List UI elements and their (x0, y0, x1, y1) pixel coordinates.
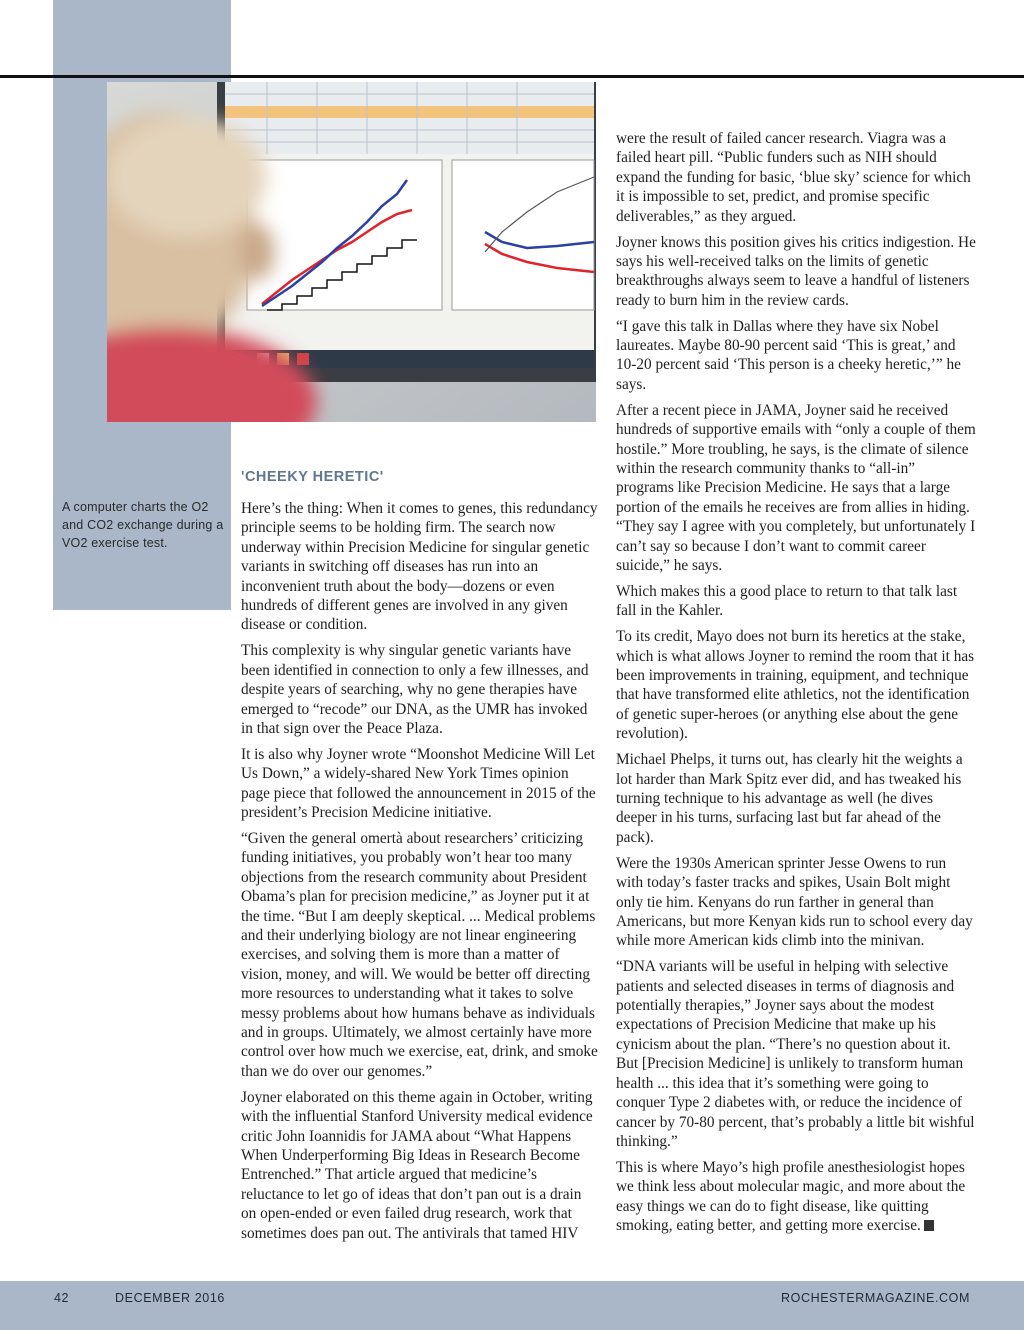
website-link[interactable]: ROCHESTERMAGAZINE.COM (781, 1291, 970, 1305)
paragraph: Here’s the thing: When it comes to genes, this redundancy principle seems to be holding firm. The search now underway within Precision Medicine for singular genetic variants in switching off diseases has run into an inconvenient truth about the body—dozens or even hundreds of different genes are involved in any given disease or condition. (241, 500, 598, 634)
page-footer (0, 1281, 1024, 1330)
paragraph: To its credit, Mayo does not burn its heretics at the stake, which is what allows Joyner to remind the room that it has been improvements in training, equipment, and technique that have transformed elite athletics, not the identification of genetic super-heroes (or anything else about the gene revolution). (616, 628, 975, 743)
photo-caption: A computer charts the O2 and CO2 exchange during a VO2 exercise test. (62, 500, 224, 550)
paragraph: This complexity is why singular genetic variants have been identified in connection to only a few illnesses, and despite years of searching, why no gene therapies have emerged to “recode” our DNA, as the UMR has invoked in that sign over the Peace Plaza. (241, 642, 589, 737)
paragraph: “I gave this talk in Dallas where they have six Nobel laureates. Maybe 80-90 percent said ‘This is great,’ and 10-20 percent said ‘This person is a cheeky heretic,’” he says. (616, 317, 961, 393)
paragraph: Michael Phelps, it turns out, has clearly hit the weights a lot harder than Mark Spitz ever did, and has tweaked his turning technique to his advantage as well (he dives deeper in his turns, surfacing last but far ahead of the pack). (616, 751, 963, 846)
paragraph: Joyner knows this position gives his critics indigestion. He says his well-received talks on the limits of genetic breakthroughs always seem to leave a handful of listeners ready to burn him in the review cards. (616, 233, 976, 309)
paragraph: “Given the general omertà about researchers’ criticizing funding initiatives, you probably won’t hear too many objections from the research community about President Obama’s plan for precision medicine,” as Joyner put it at the time. “But I am deeply skeptical. ... Medical problems and their underlying biology are not linear engineering exercises, and solving them is more than a matter of vision, money, and will. We would be better off directing more resources to understanding what it takes to solve messy problems about how humans behave as individuals and in groups. Ultimately, we almost certainly have more control over how much we exercise, eat, drink, and smoke than we do over our genomes.” (241, 830, 598, 1080)
paragraph: Were the 1930s American sprinter Jesse Owens to run with today’s faster tracks and spikes, Usain Bolt might only tie him. Kenyans do run farther in general than Americans, but more Kenyan kids run to school every day while more American kids climb into the minivan. (616, 854, 973, 950)
article-column-right (616, 129, 976, 1242)
paragraph-text: This is where Mayo’s high profile anesthesiologist hopes we think less about molecular magic, and more about the easy things we can do to fight disease, like quitting smoking, eating better, and getting more exercise. (616, 1158, 966, 1235)
paragraph: After a recent piece in JAMA, Joyner said he received hundreds of supportive emails with “only a couple of them hostile.” More troubling, he says, is the climate of silence within the research community thanks to “all-in” programs like Precision Medicine. He says that a large portion of the emails he receives are from allies in hiding. “They say I agree with you completely, but unfortunately I can’t say so because I don’t want to commit career suicide,” he says. (616, 401, 976, 575)
article-column-middle (241, 499, 599, 1250)
paragraph-last (616, 1158, 976, 1236)
article-photo (107, 82, 596, 422)
issue-date: DECEMBER 2016 (115, 1291, 225, 1305)
photo-icon (107, 82, 596, 422)
paragraph: Joyner elaborated on this theme again in October, writing with the influential Stanford University medical evidence critic John Ioannidis for JAMA about “What Happens When Underperforming Big Ideas in Research Become Entrenched.” That article argued that medicine’s reluctance to let go of ideas that don’t pan out is a drain on open-ended or even failed drug research, work that sometimes does pan out. The antivirals that tamed HIV (241, 1088, 593, 1242)
section-heading: 'CHEEKY HERETIC' (241, 469, 384, 485)
paragraph: were the result of failed cancer research. Viagra was a failed heart pill. “Public funders such as NIH should expand the funding for basic, ‘blue sky’ science for which it is impossible to set, predict, and promise specific deliverables,” as they argued. (616, 130, 971, 225)
end-mark-icon (924, 1220, 934, 1231)
paragraph: Which makes this a good place to return to that talk last fall in the Kahler. (616, 582, 958, 620)
page-number: 42 (54, 1291, 70, 1305)
paragraph: It is also why Joyner wrote “Moonshot Medicine Will Let Us Down,” a widely-shared New York Times opinion page piece that followed the announcement in 2015 of the president’s Precision Medicine initiative. (241, 745, 596, 822)
paragraph: “DNA variants will be useful in helping with selective patients and selected diseases in terms of diagnosis and potentially therapies,” Joyner says about the modest expectations of Precision Medicine that make up his cynicism about the plan. “There’s no question about it. But [Precision Medicine] is unlikely to transform human health ... this idea that it’s something were going to conquer Type 2 diabetes with, or reduce the incidence of cancer by 70-80 percent, that’s probably a little bit wishful thinking.” (616, 958, 975, 1150)
top-rule (0, 75, 1024, 78)
